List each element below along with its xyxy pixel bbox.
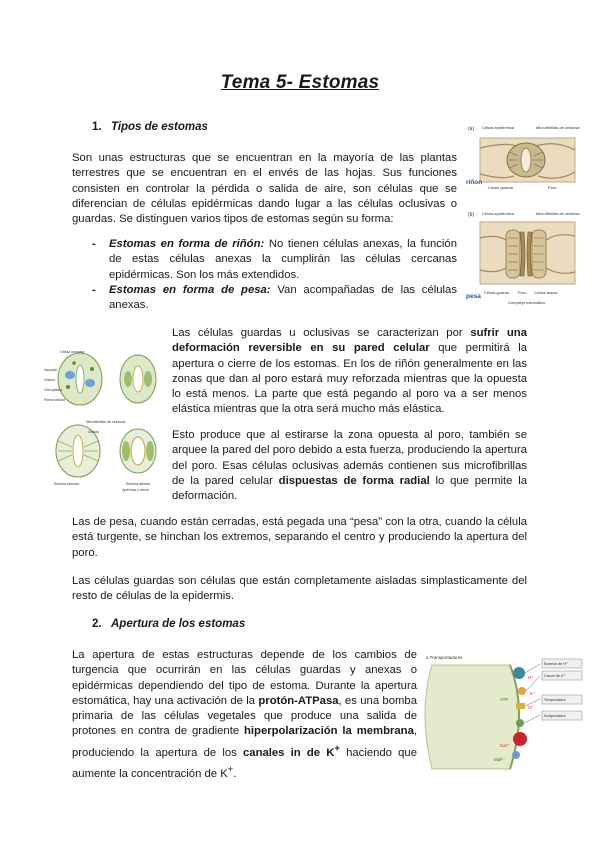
- section-2-title: Apertura de los estomas: [111, 618, 246, 630]
- bullet-term: Estomas en forma de riñón:: [109, 238, 265, 250]
- superscript: +: [334, 741, 340, 753]
- fig-label-a: (a): [468, 126, 475, 132]
- legend-label: Canal de K⁺: [544, 673, 566, 678]
- text-run: , es una bomba primaria de las células vegetales que produce una salida de protones en contra de gradiente: [72, 694, 417, 738]
- pore: [133, 366, 143, 392]
- section-1-number: 1.: [92, 121, 102, 133]
- ion-label: Cl⁻: [528, 705, 535, 710]
- chloroplast: [72, 361, 76, 365]
- bold-run: hiperpolarización la membrana: [244, 725, 414, 738]
- fig-label: Célula epidérmica: [482, 211, 515, 216]
- bullet-dash: -: [92, 238, 96, 250]
- fig-label: Microfibrillas de celulosa: [86, 420, 126, 424]
- transporter-channel: [518, 687, 526, 695]
- pesa-paragraph: Las de pesa, cuando están cerradas, está pegada una “pesa” con la otra, cuando la célula está turgente, se hinchan los extremos, separando el centro y produciendo la apertura del poro.: [72, 516, 527, 559]
- tag-rinon: riñon: [466, 179, 483, 186]
- fig-label: Pared celular: [44, 398, 66, 402]
- ion-label: H⁺: [528, 675, 534, 680]
- bold-run: canales in de K: [243, 746, 335, 759]
- guard-cell: [124, 371, 132, 387]
- fig-label: Cloroplasto: [44, 388, 63, 392]
- fig-label: Poro: [518, 290, 527, 295]
- fig-label: Poro: [548, 185, 557, 190]
- text-run: , produciendo la apertura de los: [72, 725, 417, 759]
- section-2-heading: [92, 618, 245, 630]
- text-run: La apertura de estas estructuras depende de los cambios de turgencia que ocurrirán en las células guardas y anexas o epidérmicas dependiendo del tipo de estoma. Durante la apertura estomática, hay una activación de la: [72, 649, 417, 707]
- tag-pesa: pesa: [466, 293, 481, 300]
- fig-label: Estoma cerrado: [54, 482, 80, 486]
- intro-paragraph: Son unas estructuras que se encuentran en la mayoría de las plantas terrestres que se encuentran en el envés de las hojas. Sus funciones consisten en controlar la pérdida o salida de aire, son células que se diferencian de células epidérmicas dando lugar a las células oclusivas o guardas. Se distinguen varios tipos de estomas según su forma:: [72, 152, 457, 226]
- bullet-text: No tienen células anexas, la función de estas células anexas la cumplirán las células cercanas epidérmicas. Son los más extendidos.: [109, 238, 457, 281]
- guard-cell: [144, 371, 152, 387]
- page-title: Tema 5- Estomas: [220, 72, 380, 93]
- transporter-red: [513, 732, 527, 746]
- guard-cells-paragraph-1: [172, 326, 527, 418]
- section-1-title: Tipos de estomas: [111, 121, 208, 133]
- isolated-cells-paragraph: Las células guardas son células que están completamente aisladas simplasticamente del resto de células de la epidermis.: [72, 575, 527, 603]
- ion-label: ATP: [500, 697, 509, 702]
- opening-paragraph: [72, 648, 417, 782]
- section-2-number: 2.: [92, 618, 102, 630]
- section-1-heading: [92, 121, 208, 133]
- fig-label: Microfibrillas de celulosa: [536, 211, 580, 216]
- transporters-figure: [424, 651, 590, 773]
- guard-cells-figure: [44, 345, 166, 495]
- superscript: +: [227, 762, 234, 774]
- fig-label: Apertura o cierre: [122, 488, 149, 492]
- bullet-rinon: [92, 237, 457, 283]
- transporter-blue: [512, 751, 520, 759]
- pore: [73, 435, 83, 467]
- ion-label: Ca²⁺: [500, 743, 510, 748]
- fig-label-b: (b): [468, 212, 475, 218]
- fig-label: Complejo estomático: [508, 300, 546, 305]
- fig-label: Célula oclusiva: [60, 350, 85, 354]
- text-run: haciendo que aumente la concentración de K: [72, 746, 418, 780]
- fig-label: Célula anexa: [534, 290, 558, 295]
- text-run: lo que permite la deformación.: [172, 474, 527, 503]
- fig-label: Célula guarda: [484, 290, 509, 295]
- vacuole: [85, 379, 95, 387]
- text-run: .: [233, 767, 237, 780]
- bold-run: sufrir una deformación reversible en su pared celular: [172, 327, 527, 355]
- transporter-antiport: [516, 719, 524, 727]
- ion-label: K⁺: [530, 691, 536, 696]
- guard-cell: [146, 441, 154, 461]
- bold-run: dispuestas de forma radial: [278, 474, 430, 487]
- transporter-pump: [513, 667, 525, 679]
- pore: [131, 437, 145, 465]
- bold-run: protón-ATPasa: [258, 694, 339, 707]
- bullet-pesa: [92, 283, 457, 314]
- fig-label: Ostiolo: [88, 430, 100, 434]
- text-run: que permitirá la apertura o cierre de los estomas. En los de riñón generalmente en las zonas que dan al poro estará muy reforzada mientras que la opuesta lo está menos. La parte que está pegando al poro va a ser menos elástica mientras que la otra será mucho más elástica.: [172, 342, 527, 416]
- legend-label: Bomba de H⁺: [544, 661, 569, 666]
- guard-cell-body: [425, 665, 519, 769]
- chloroplast: [66, 385, 70, 389]
- legend-label: Simportador: [544, 697, 566, 702]
- guard-cells-paragraph-2: [172, 428, 527, 504]
- bullet-text: Van acompañadas de las células anexas.: [109, 284, 457, 312]
- fig-label: Célula guarda: [488, 185, 513, 190]
- text-run: Las células guardas u oclusivas se caracterizan por: [172, 327, 471, 339]
- pore: [521, 148, 531, 172]
- fig-panel-label: a Transportadores: [426, 655, 463, 660]
- fig-label: Estoma abierto: [126, 482, 151, 486]
- legend-label: Antiportador: [544, 713, 566, 718]
- text-run: Esto produce que al estirarse la zona opuesta al poro, también se arquee la pared del poro debido a esta fuerza, produciendo la apertura del poro. Esas células oclusivas además contienen sus microfibrillas de la pared celular: [172, 429, 527, 487]
- ion-label: Mal²⁻: [494, 757, 506, 762]
- fig-label: Vacuola: [44, 368, 57, 372]
- fig-label: Núcleo: [44, 378, 56, 382]
- bullet-dash: -: [92, 284, 96, 296]
- fig-label: Microfibrillas de celulosa: [536, 125, 580, 130]
- pore: [76, 365, 84, 393]
- transporter-symport: [516, 703, 525, 709]
- fig-label: Célula epidérmica: [482, 125, 515, 130]
- vacuole: [65, 371, 75, 379]
- stomata-types-figure: [466, 122, 590, 312]
- chloroplast: [90, 367, 94, 371]
- bullet-term: Estomas en forma de pesa:: [109, 284, 271, 296]
- guard-cell: [122, 441, 130, 461]
